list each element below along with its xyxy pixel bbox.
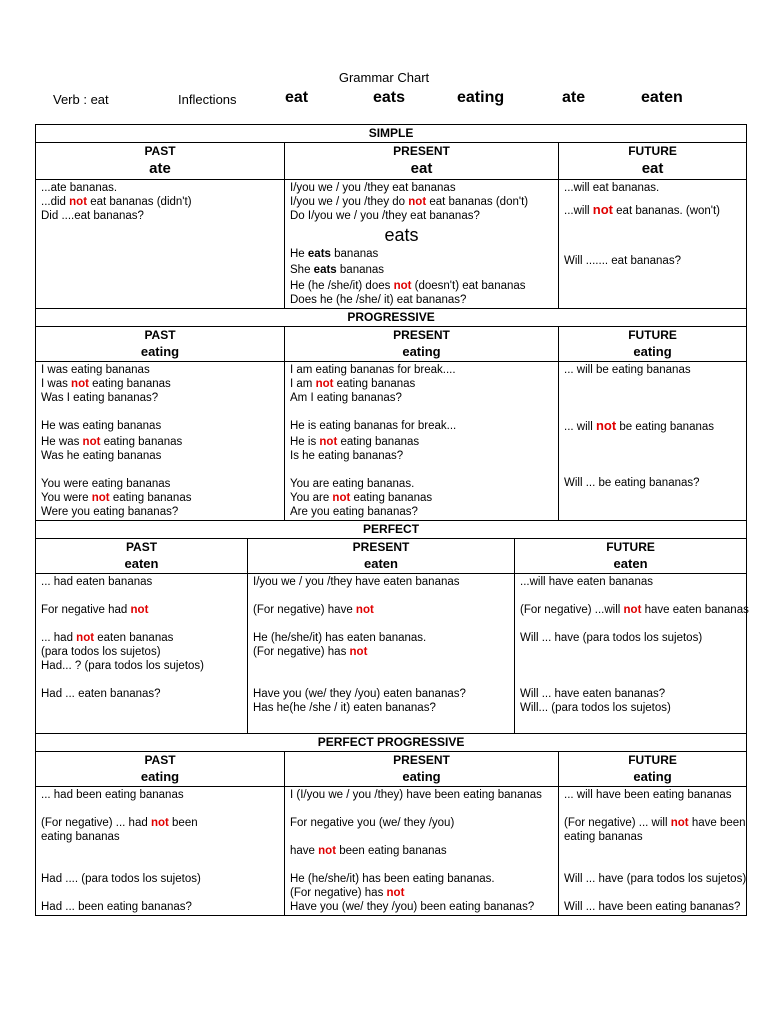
progressive-present-header: PRESENT eating [285, 327, 559, 362]
perfect-future-header: FUTURE eaten [515, 539, 747, 574]
progressive-future-header: FUTURE eating [559, 327, 747, 362]
simple-past-cell: ...ate bananas. ...did not eat bananas (didn't) Did ....eat bananas? [36, 180, 285, 309]
progressive-future-cell: ... will be eating bananas ... will not be eating bananas Will ... be eating bananas? [559, 362, 747, 521]
inflection-form: eating [457, 89, 505, 106]
perfect-present-header: PRESENT eaten [248, 539, 515, 574]
inflection-form: ate [562, 89, 586, 106]
progressive-past-header: PAST eating [36, 327, 285, 362]
verb-inflections-line [53, 89, 753, 111]
perfect-progressive-future-header: FUTURE eating [559, 752, 747, 787]
perfect-progressive-future-cell: ... will have been eating bananas (For negative) ... will not have been eating bananas Will ... have (para todos los sujetos) Will ... have been eating bananas? [559, 787, 747, 916]
perfect-progressive-present-header: PRESENT eating [285, 752, 559, 787]
eats-form: eats [384, 225, 419, 245]
progressive-present-cell: I am eating bananas for break.... I am not eating bananas Am I eating bananas? He is eating bananas for break... He is not eating bananas Is he eating bananas? You are eating bananas. You are not eating bananas Are you eating bananas? [285, 362, 559, 521]
simple-present-cell: I/you we / you /they eat bananas I/you we / you /they do not eat bananas (don't) Do I/you we / you /they eat bananas? eats He eats bananas She eats bananas He (he /she/it) does not (doesn't) eat bananas Does he (he /she/ it) eat bananas? [285, 180, 559, 309]
perfect-progressive-past-cell: ... had been eating bananas (For negative) ... had not been eating bananas Had .... (para todos los sujetos) Had ... been eating bananas? [36, 787, 285, 916]
simple-past-header: PAST ate [36, 143, 285, 180]
simple-future-cell: ...will eat bananas. ...will not eat bananas. (won't) Will ....... eat bananas? [559, 180, 747, 309]
inflections-label: Inflections [178, 92, 237, 107]
perfect-future-cell: ...will have eaten bananas (For negative) ...will not have eaten bananas Will ... have (para todos los sujetos) Will ... have eaten bananas? Will... (para todos los sujetos) [515, 574, 747, 734]
section-title-perfect: PERFECT [36, 521, 747, 539]
simple-future-header: FUTURE eat [559, 143, 747, 180]
inflection-form: eats [373, 89, 406, 106]
perfect-present-cell: I/you we / you /they have eaten bananas (For negative) have not He (he/she/it) has eaten bananas. (For negative) has not Have you (we/ they /you) eaten bananas? Has he(he /she / it) eaten bananas? [248, 574, 515, 734]
perfect-past-header: PAST eaten [36, 539, 248, 574]
section-title-simple: SIMPLE [36, 125, 747, 143]
simple-present-header: PRESENT eat [285, 143, 559, 180]
progressive-past-cell: I was eating bananas I was not eating bananas Was I eating bananas? He was eating bananas He was not eating bananas Was he eating bananas You were eating bananas You were not eating bananas Were you eating bananas? [36, 362, 285, 521]
inflection-form: eaten [641, 89, 683, 106]
perfect-past-cell: ... had eaten bananas For negative had not ... had not eaten bananas (para todos los sujetos) Had... ? (para todos los sujetos) Had ... eaten bananas? [36, 574, 248, 734]
page-title: Grammar Chart [338, 70, 430, 85]
perfect-progressive-past-header: PAST eating [36, 752, 285, 787]
section-title-progressive: PROGRESSIVE [36, 309, 747, 327]
verb-label: Verb : eat [53, 92, 109, 107]
inflection-form: eat [285, 89, 309, 106]
grammar-chart-table [35, 124, 747, 916]
section-title-perfect-progressive: PERFECT PROGRESSIVE [36, 734, 747, 752]
perfect-progressive-present-cell: I (I/you we / you /they) have been eating bananas For negative you (we/ they /you) have not been eating bananas He (he/she/it) has been eating bananas. (For negative) has not Have you (we/ they /you) been eating bananas? [285, 787, 559, 916]
